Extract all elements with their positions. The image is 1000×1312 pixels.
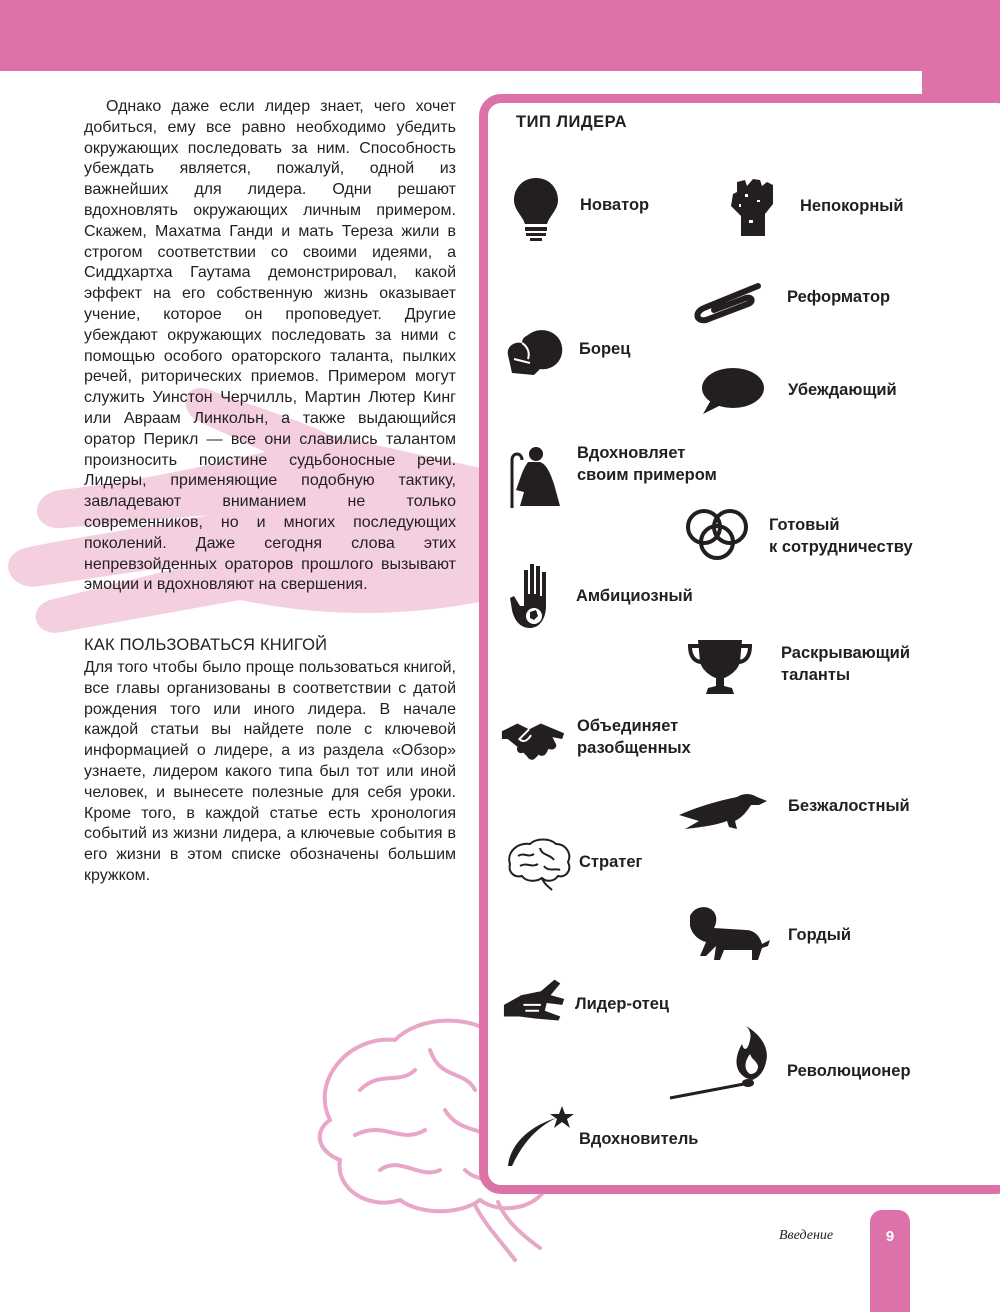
leader-label-talent-developer — [781, 642, 910, 686]
label-line: Борец — [579, 340, 631, 358]
leader-label-persuader — [788, 379, 897, 401]
brain-icon — [502, 830, 574, 902]
leader-label-strategist — [579, 851, 642, 873]
paperclip-icon — [688, 266, 766, 338]
label-line: Вдохновляет — [577, 444, 686, 462]
label-line: Готовый — [769, 516, 840, 534]
shooting-star-icon — [500, 1104, 576, 1170]
leader-label-ruthless — [788, 795, 910, 817]
leader-label-defiant — [800, 195, 904, 217]
helping-hand-icon — [502, 965, 572, 1037]
label-line: таланты — [781, 666, 851, 684]
label-line: Революционер — [787, 1062, 911, 1080]
handshake-icon — [498, 705, 568, 777]
prophet-with-staff-icon — [498, 440, 570, 512]
burning-match-icon — [666, 1026, 776, 1102]
leader-label-unifier — [577, 715, 691, 759]
label-line: Гордый — [788, 926, 851, 944]
label-line: разобщенных — [577, 739, 691, 757]
eagle-icon — [677, 777, 769, 849]
how-to-use-paragraph — [84, 658, 456, 887]
leader-label-fighter — [579, 338, 630, 360]
label-line: своим примером — [577, 466, 717, 484]
lion-icon — [684, 900, 772, 972]
leader-label-inspirer — [579, 1128, 698, 1150]
label-line: Объединяет — [577, 717, 679, 735]
leader-label-father-figure — [575, 993, 669, 1015]
label-line: Реформатор — [787, 288, 891, 306]
leader-label-leads-by-example — [577, 442, 717, 486]
trophy-cup-icon — [684, 632, 756, 704]
running-footer-title: Введение — [779, 1228, 834, 1243]
label-line: Убеждающий — [788, 381, 897, 399]
how-to-use-paragraph-text: Для того чтобы было проще пользоваться книгой, все главы организованы в соответствии с датой рождения того или иного лидера. В начале каждой статьи вы найдете поле с ключевой информацией о лидере, а из раздела «Обзор» узнаете, лидером какого типа был тот или иной человек, и вынесете полезные для себя уроки. Кроме того, в каждой статье есть хронология событий из жизни лидера, а ключевые события в его жизни в этом списке обозначены большим кружком. — [84, 659, 456, 884]
label-line: Безжалостный — [788, 797, 910, 815]
label-line: Лидер-отец — [575, 995, 670, 1013]
leader-label-proud — [788, 924, 851, 946]
hand-with-globe-icon — [500, 560, 572, 632]
leader-label-reformer — [787, 286, 890, 308]
section-heading: КАК ПОЛЬЗОВАТЬСЯ КНИГОЙ — [84, 636, 328, 654]
leader-label-innovator — [580, 194, 649, 216]
boxing-glove-icon — [500, 315, 572, 387]
label-line: Непокорный — [800, 197, 904, 215]
page-number-tab — [870, 1210, 910, 1312]
interlocking-rings-icon — [681, 497, 753, 569]
top-color-band — [0, 0, 1000, 71]
page-number: 9 — [885, 1228, 895, 1245]
raised-fist-icon — [715, 170, 787, 242]
panel-title: ТИП ЛИДЕРА — [516, 113, 628, 131]
label-line: Амбициозный — [576, 587, 693, 605]
label-line: Новатор — [580, 196, 650, 214]
speech-bubble-icon — [697, 358, 769, 430]
leader-label-revolutionary — [787, 1060, 911, 1082]
label-line: Раскрывающий — [781, 644, 910, 662]
lightbulb-icon — [500, 172, 572, 244]
leader-label-ambitious — [576, 585, 693, 607]
label-line: к сотрудничеству — [769, 538, 913, 556]
intro-paragraph — [84, 97, 456, 596]
leader-label-collaborator — [769, 514, 913, 558]
intro-paragraph-text: Однако даже если лидер знает, чего хочет добиться, ему все равно необходимо убедить окружающих последовать за ним. Способность убеждать является, пожалуй, одной из важнейших для лидера. Одни решают вдохновлять окружающих личным примером. Скажем, Махатма Ганди и мать Тереза жили в строгом соответствии со своими идеями, а Сиддхартха Гаутама демонстрировал, какой эффект на его собственную жизнь оказывает учение, которое он проповедует. Другие убеждают окружающих последовать за ними с помощью особого ораторского таланта, пылких речей, риторических приемов. Примером могут служить Уинстон Черчилль, Мартин Лютер Кинг или Авраам Линкольн, а также выдающийся оратор Перикл — все они славились талантом произносить поистине судьбоносные речи. Лидеры, применяющие подобную тактику, завладевают вниманием не только современников, но и многих последующих поколений. Даже сегодня слова этих непревзойденных ораторов прошлого вызывают эмоции и вдохновляют на свершения. — [84, 98, 456, 594]
label-line: Вдохновитель — [579, 1130, 699, 1148]
label-line: Стратег — [579, 853, 643, 871]
